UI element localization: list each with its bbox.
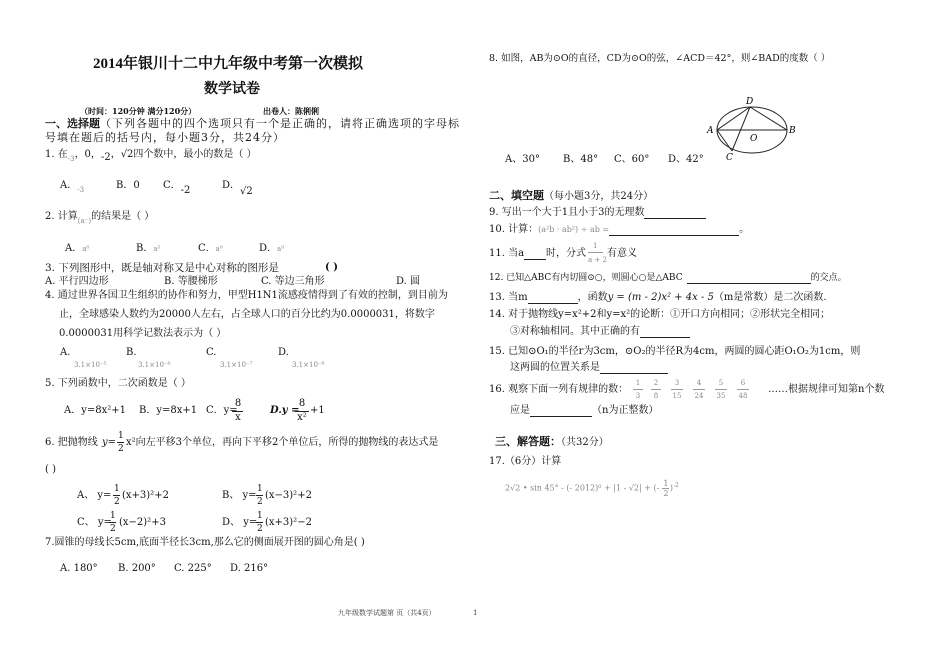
q1-value-c: -2 [100,152,111,163]
q12-answer-blank[interactable] [687,273,811,284]
q4-option-c [206,347,252,371]
q2-option-c-value: a⁸ [215,245,223,253]
q2-option-a-value: a⁶ [82,245,90,253]
exam-time-score: （时间：120分钟 满分120分） [80,106,197,116]
label-c: C [726,153,733,163]
q2-option-d-letter: D． [259,243,278,254]
q6-option-a-den: 2 [114,497,120,507]
q1-text-f: 四个数中，最小的数是（ ） [133,149,257,160]
q6-stem-y: y= [102,437,117,448]
q13-text-a: 13. 当m [489,292,528,303]
q16-frac-6-num: 6 [740,379,746,387]
q1-option-d-letter: D． [222,180,241,191]
q16-frac-2 [650,377,662,402]
label-d: D [746,97,754,107]
q11-numerator: 1 [593,242,598,250]
q14-text: ③对称轴相同。其中正确的有 [510,326,640,337]
q15-stem-line-2 [510,362,668,374]
label-b: B [789,126,796,136]
q2-option-d [259,243,284,255]
q7-option-b: B. 200° [118,563,156,574]
q5-option-c-denominator: x [235,412,241,423]
q12-text: 12. 已知△ABC有内切圆⊙○，则圆心○是△ABC [489,273,683,283]
q16-stem-line-2 [510,405,658,417]
q4-option-d [278,347,324,371]
q6-option-b-den: 2 [257,497,263,507]
q16-stem-part-2: ……根据规律可知第n个数 [768,384,885,395]
q3-answer-paren: ( ) [325,262,338,273]
q6-stem-part-2: x²向左平移3个单位，再向下平移2个单位后，所得的抛物线的表达式是 [126,437,439,448]
q2-expression: (a⁻) [77,217,92,225]
q6-option-a-tail: (x+3)²+2 [122,490,169,501]
q6-stem-part-1: 6. 把抛物线 [45,437,98,448]
q11-fraction-bar [588,252,603,253]
q2-text: 2. 计算 [45,211,78,222]
q15-text: 这两圆的位置关系是 [510,362,600,373]
q4-stem-line-1: 4. 通过世界各国卫生组织的协作和努力，甲型H1N1流感疫情得到了有效的控制，到目前为 [45,290,448,301]
q16-frac-5 [714,377,728,402]
q1-text-d: ， [110,149,121,160]
segment-ac [717,130,732,151]
q6-option-c-num: 1 [110,511,116,521]
circle-geometry-figure [700,92,805,164]
q16-text-a: 应是 [510,405,530,416]
q6-half-numerator: 1 [118,431,124,441]
q16-frac-3 [670,377,684,402]
q8-option-d: D、42° [668,154,704,165]
q12-stem [489,272,847,284]
q6-half-denominator: 2 [118,444,124,454]
q1-option-a-letter: A． [60,180,78,191]
q3-option-a: A. 平行四边形 [45,276,109,287]
section-1-desc-2: 号填在题后的括号内，每小题3分，共24分） [45,131,285,144]
q16-frac-5-num: 5 [718,379,724,387]
q16-frac-1-den: 3 [633,389,643,402]
q2-option-b-value: a⁵ [153,245,161,253]
q6-option-c-tail: (x−2)²+3 [119,517,166,528]
q17-exponent: -2 [673,481,679,489]
q11-stem [489,248,586,260]
q2-option-c [198,243,223,255]
q16-frac-2-num: 2 [653,379,659,387]
q9-text: 9. 写出一个大于1且小于3的无理数 [489,207,645,218]
q4-option-c-letter: C. [206,347,217,358]
q5-option-c-numerator: 8 [234,398,242,409]
q16-sequence [632,377,754,402]
q5-option-c-prefix: C．y= [206,405,238,416]
q6-answer-paren: ( ) [45,464,56,475]
q16-answer-blank[interactable] [530,406,592,417]
q8-stem: 8. 如图，AB为⊙O的直径，CD为⊙O的弦，∠ACD＝42°，则∠BAD的度数（ ） [489,53,831,64]
exam-title: 2014年银川十二中九年级中考第一次模拟 [93,56,364,72]
section-2-title: 二、填空题 [489,189,544,202]
q6-option-d-den: 2 [257,524,263,534]
q1-text: 1. 在 [45,149,68,160]
q16-frac-2-den: 8 [651,389,661,402]
q16-frac-5-den: 35 [715,389,727,402]
q2-option-c-letter: C． [198,243,216,254]
q3-stem: 3. 下列图形中，既是轴对称又是中心对称的图形是 [45,262,279,274]
section-1-header [45,118,460,130]
q1-value-a: -3 [67,155,75,163]
q13-text-c: （m是常数）是二次函数. [713,292,827,303]
segment-db [750,107,787,130]
q4-option-d-letter: D. [278,347,289,358]
q4-stem-line-2: 止，全球感染人数约为20000人左右，占全球人口的百分比约为0.0000031，将数字 [59,309,435,320]
q13-answer-blank[interactable] [528,293,578,304]
section-2-desc: （每小题3分，共24分） [544,191,654,202]
section-1-desc: （下列各题中的四个选项只有一个是正确的，请将正确选项的字母标 [100,117,460,130]
q14-stem-line-1: 14. 对于抛物线y=x²+2和y=x²的论断：①开口方向相同；②形状完全相同； [489,309,831,320]
q6-option-b-prefix: B、 y= [222,490,257,501]
q16-frac-1 [632,377,644,402]
q9-answer-blank[interactable] [644,208,706,219]
q11-text-b: 时，分式 [546,248,587,259]
q2-text-tail: 的结果是（ ） [91,211,155,222]
q3-option-c: C. 等边三角形 [261,276,325,287]
q10-expression: (a²b · ab²) ÷ ab = [538,225,610,234]
page-footer-text: 九年级数学试题第 页（共4页） [338,609,436,617]
q5-option-d-prefix: D.y = [270,405,300,416]
q17-half-fraction [662,479,670,498]
q3-option-d: D. 圆 [396,276,421,287]
section-3-title: 三、解答题： [495,435,561,448]
q4-option-d-value: 3.1×10⁻⁸ [292,361,325,369]
q5-option-d-tail: +1 [310,405,325,416]
q2-option-a-letter: A． [65,243,83,254]
section-2-header [489,190,653,203]
q16-frac-4-den: 24 [693,389,705,402]
q16-frac-4 [692,377,706,402]
label-o: O [750,134,758,144]
q8-option-c: C、60° [614,154,650,165]
section-1-title: 一、选择题 [45,117,100,130]
page-number: 1 [473,609,478,617]
q1-option-a-value: -3 [77,186,85,194]
q13-expression: y = (m - 2)x² + 4x - 5 [607,292,714,303]
q4-option-a-letter: A. [60,347,71,358]
q4-option-b-value: 3.1×10⁻⁶ [138,361,171,369]
q16-text-b: （n为正整数） [592,405,659,416]
q12-text-tail: 的交点。 [810,273,847,283]
q3-option-b: B. 等腰梯形 [164,276,218,287]
q8-option-b: B、48° [563,154,599,165]
q2-option-b [136,243,160,255]
q6-option-a-num: 1 [114,484,120,494]
q17-expression: 2√2 • sin 45° - (- 2012)⁰ + |1 - √2| + (- $\frac{1}{2})^{-2}$ [505,479,679,498]
q16-frac-4-num: 4 [696,379,702,387]
q16-frac-6 [736,377,750,402]
q1-option-c-value: -2 [180,185,191,196]
q16-frac-3-den: 15 [671,389,683,402]
q17-half-num: 1 [663,479,669,488]
q11-answer-blank[interactable] [524,249,546,260]
q13-stem [489,292,827,304]
q5-option-d-numerator: 8 [298,398,306,409]
q14-stem-line-2 [510,326,690,338]
q10-answer-blank[interactable] [609,225,739,236]
q2-option-a [65,243,89,255]
q4-stem-line-3: 0.0000031用科学记数法表示为（ ） [59,328,227,339]
q5-option-d-denominator: x² [297,412,307,423]
q6-option-d-tail: (x+3)²−2 [265,517,312,528]
q15-stem-line-1: 15. 已知⊙O₁的半径r为3cm，⊙O₂的半径R为4cm，两圆的圆心距O₁O₂为1cm，则 [489,346,861,357]
section-3-header [495,436,609,449]
q6-option-b-num: 1 [257,484,263,494]
q2-stem [45,211,154,223]
q16-frac-6-den: 48 [737,389,749,402]
q1-option-a [60,180,84,192]
q1-stem [45,149,257,161]
q1-value-e: √2 [120,149,134,160]
q16-frac-3-num: 3 [674,379,680,387]
q6-option-a-prefix: A、 y= [77,490,112,501]
q6-option-b-tail: (x−3)²+2 [265,490,312,501]
q5-option-b: B．y=8x+1 [139,405,198,416]
q17-half-den: 2 [663,489,669,498]
q1-option-b: B．0 [116,180,140,191]
q2-option-b-letter: B． [136,243,154,254]
q17-stem: 17.（6分）计算 [489,456,562,467]
q6-option-d-prefix: D、 y= [222,517,258,528]
q4-option-c-value: 3.1×10⁻⁷ [220,361,253,369]
q1-text-b: ，0， [74,149,101,160]
q2-option-d-value: a⁹ [277,245,285,253]
q8-option-a: A、30° [505,154,540,165]
exam-author: 出卷人：陈俐俐 [263,106,319,116]
q6-option-d-num: 1 [257,511,263,521]
q5-option-a: A．y=8x²+1 [64,405,127,416]
q5-stem: 5. 下列函数中，二次函数是（ ） [45,378,191,389]
section-3-desc: （共32分） [561,437,609,448]
q4-option-b-letter: B. [126,347,137,358]
q15-answer-blank[interactable] [600,363,668,374]
q7-option-c: C. 225° [174,563,212,574]
q1-option-c [163,180,191,196]
q10-text: 10. 计算： [489,224,539,235]
label-a: A [707,126,714,136]
q4-option-a-value: 3.1×10⁻⁵ [74,361,107,369]
q14-answer-blank[interactable] [640,327,690,338]
q4-option-a [60,347,106,371]
q1-option-d [222,180,253,197]
q17-expression-main: 2√2 • sin 45° - (- 2012)⁰ + |1 - √2| + (- [505,483,662,493]
q6-option-c-prefix: C、 y= [77,517,112,528]
q11-denominator: a + 2 [588,256,607,264]
q4-option-b [126,347,170,371]
q7-option-a: A. 180° [60,563,98,574]
q13-text-b: ，函数 [577,292,608,303]
q6-option-c-den: 2 [110,524,116,534]
q11-text-c: 有意义 [607,248,637,259]
q7-stem: 7.圆锥的母线长5cm,底面半径长3cm,那么它的侧面展开图的圆心角是( ) [45,537,365,548]
q16-stem-part-1: 16. 观察下面一列有规律的数： [489,384,629,395]
exam-subtitle: 数学试卷 [204,82,260,97]
q16-frac-1-num: 1 [635,379,641,387]
q1-option-d-value: √2 [240,186,253,197]
q9-stem [489,207,706,219]
q7-option-d: D. 216° [230,563,269,574]
q1-option-c-letter: C． [163,180,181,191]
q11-text-a: 11. 当a [489,248,525,259]
q10-stem: 10. 计算：(a²b · ab²) ÷ ab = 。 [489,224,750,235]
